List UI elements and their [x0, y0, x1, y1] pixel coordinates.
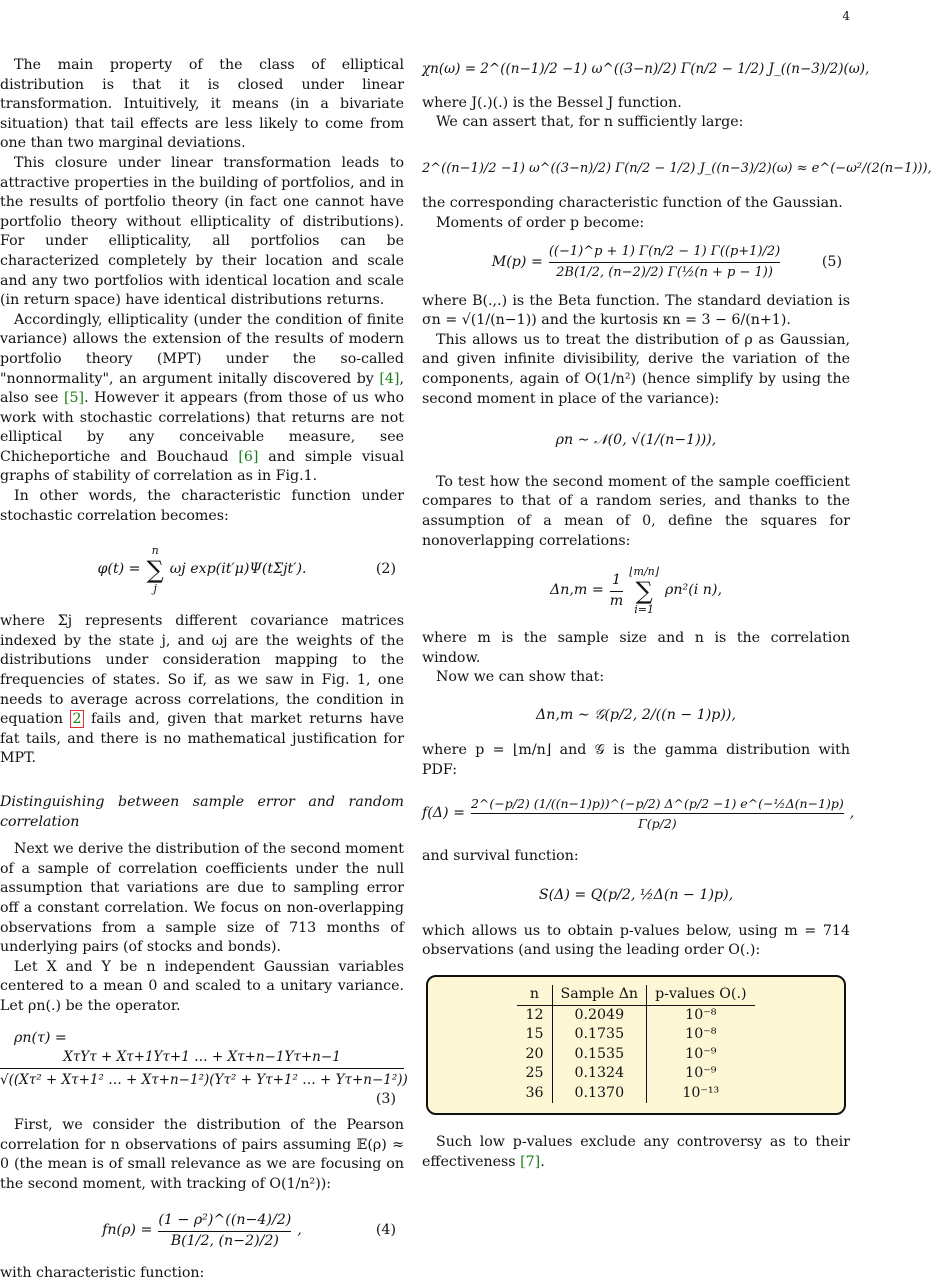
- right-column: [422, 56, 932, 1172]
- table-cell: 10⁻⁸: [685, 1006, 717, 1023]
- paragraph-pearson: First, we consider the distribution of the Pearson correlation for n observations of pairs assuming 𝔼(ρ) ≈ 0 (the mean is of small relevance as we are focusing on the second moment, with tracking of O(1/n²)):: [0, 1116, 404, 1192]
- equation-number: (2): [375, 561, 396, 578]
- table-cell: 0.2049: [552, 1005, 647, 1025]
- paragraph-now-show: Now we can show that:: [436, 669, 605, 686]
- table-row: [517, 1025, 754, 1045]
- paragraph-gaussian-cf: the corresponding characteristic function of the Gaussian.: [422, 195, 843, 212]
- column-header-n: n: [517, 985, 552, 1005]
- equation-2-link[interactable]: 2: [72, 711, 82, 728]
- citation-4[interactable]: [4]: [379, 370, 400, 387]
- citation-5[interactable]: [5]: [63, 390, 85, 407]
- equation-4: fn(ρ) = $\frac{\text{(1 − ρ²)\textasciicircum{}((n−4)/2)}}{B(1/2, (n-2)/2)}$ , (4): [0, 1206, 404, 1256]
- table-cell: 0.1535: [552, 1045, 647, 1065]
- page-number: 4: [842, 9, 850, 23]
- equation-gamma: Δn,m ∼ 𝒢(p/2, 2/((n − 1)p)),: [536, 706, 736, 723]
- table-cell: 10⁻⁸: [685, 1026, 717, 1043]
- p-values-table-box: [426, 975, 846, 1115]
- paragraph-with-characteristic: with characteristic function:: [0, 1265, 205, 1282]
- equation-number: (4): [375, 1222, 396, 1239]
- table-cell: 0.1735: [552, 1025, 647, 1045]
- column-header-sample: Sample Δn: [552, 985, 647, 1005]
- equation-number: (3): [375, 1091, 396, 1108]
- paragraph-elliptical-property: The main property of the class of elliptical distribution is that it is closed under linear transformation. Intuitively, it means (in a bivariate situation) that tail effects are less likely to come from one than two marginal deviations.: [0, 57, 404, 152]
- table-cell: 0.1370: [552, 1084, 647, 1104]
- paragraph-second-moment: Next we derive the distribution of the second moment of a sample of correlation coefficients under the null assumption that variations are due to sampling error off a constant correlation. We focus on non-overlapping observations from a sample size of 713 months of underlying pairs (of stocks and bonds).: [0, 841, 404, 956]
- left-column: [0, 56, 408, 1284]
- paragraph-sample-size: where m is the sample size and n is the correlation window.: [422, 630, 850, 666]
- paragraph-bessel: where J(.)(.) is the Bessel J function.: [422, 94, 682, 111]
- table-row: [517, 1005, 754, 1025]
- table-header-row: [517, 985, 754, 1005]
- paragraph-characteristic-intro: In other words, the characteristic function under stochastic correlation becomes:: [0, 488, 404, 524]
- p-values-table: [517, 985, 754, 1103]
- paragraph-infinite-divisibility: This allows us to treat the distribution of ρ as Gaussian, and given infinite divisibility, derive the variation of the components, again of O(1/n²) (hence simplify by using the second moment in place of the variance):: [422, 331, 850, 407]
- paragraph-gaussian-variables: Let X and Y be n independent Gaussian variables centered to a mean 0 and scaled to a unitary variance. Let ρn(.) be the operator.: [0, 958, 404, 1014]
- table-cell: 12: [517, 1005, 552, 1025]
- citation-7[interactable]: [7]: [520, 1153, 541, 1170]
- paragraph-closure: This closure under linear transformation leads to attractive properties in the building of portfolios, and in the results of portfolio theory (in fact one cannot have portfolio theory without ellipticality of distributions). For under ellipticality, all portfolios can be characterized completely by their location and scale and any two portfolios with identical location and scale (in return space) have identical distributions returns.: [0, 154, 404, 309]
- section-heading: Distinguishing between sample error and random correlation: [0, 794, 404, 830]
- equation-rho: ρn ∼ 𝒩(0, √(1/(n−1))),: [555, 432, 717, 449]
- equation-5: M(p) = $\frac{((-1)\^{}p + 1) \Gamma(n/2 - 1) \Gamma((p+1)/2)}{\text{2B(1/2, (n−2)/2) Γ(½(n + p − 1))}}$ (5): [422, 240, 850, 286]
- paragraph-survival: and survival function:: [422, 847, 579, 864]
- table-cell: 10⁻¹³: [682, 1084, 720, 1101]
- paragraph-beta: where B(.,.) is the Beta function. The standard deviation is σn = √(1/(n−1)) and the kurtosis κn = 3 − 6/(n+1).: [422, 292, 850, 329]
- table-row: [517, 1084, 754, 1104]
- table-cell: 15: [517, 1025, 552, 1045]
- table-row: [517, 1064, 754, 1084]
- equation-approx: 2^((n−1)/2 −1) ω^((3−n)/2) Γ(n/2 − 1/2) J_((n−3)/2)(ω) ≈ e^(−ω²/(2(n−1))),: [422, 160, 932, 176]
- paragraph-conclusion: Such low p-values exclude any controversy as to their effectiveness [7].: [422, 1134, 850, 1170]
- table-row: [517, 1045, 754, 1065]
- paragraph-ellipticality: Accordingly, ellipticality (under the condition of finite variance) allows the extension of the results of modern portfolio theory (MPT) under the so-called "nonnormality", an argument initally discovered by [4], also see [5]. However it appears (from those of us who work with stochastic correlations) that returns are not elliptical by any conceivable measure, see Chicheportiche and Bouchaud [6] and simple visual graphs of stability of correlation as in Fig.1.: [0, 311, 404, 485]
- paragraph-gamma-pdf: where p = ⌊m/n⌋ and 𝒢 is the gamma distribution with PDF:: [422, 742, 850, 779]
- equation-3: ρn(τ) = XτYτ + Xτ+1Yτ+1 … + Xτ+n−1Yτ+n−1 √((Xτ² + Xτ+1² … + Xτ+n−1²)(Yτ² + Yτ+1² … + Yτ+n−1²)) (3): [0, 1029, 404, 1110]
- citation-6[interactable]: [6]: [238, 448, 259, 465]
- paragraph-test: To test how the second moment of the sample coefficient compares to that of a random series, and thanks to the assumption of a mean of 0, define the squares for nonoverlapping correlations:: [422, 473, 850, 549]
- table-cell: 10⁻⁹: [685, 1065, 717, 1082]
- equation-chi: χn(ω) = 2^((n−1)/2 −1) ω^((3−n)/2) Γ(n/2 − 1/2) J_((n−3)/2)(ω),: [422, 61, 870, 77]
- paragraph-p-values: which allows us to obtain p-values below, using m = 714 observations (and using the leading order O(.):: [422, 922, 850, 959]
- paragraph-covariance: where Σj represents different covariance matrices indexed by the state j, and ωj are the weights of the distributions under consideration mapping to the frequencies of states. So if, as we saw in Fig. 1, one needs to average across correlations, the condition in equation 2 fails and, given that market returns have fat tails, and there is no mathematical justification for MPT.: [0, 613, 404, 767]
- equation-survival: S(Δ) = Q(p/2, ½Δ(n − 1)p),: [538, 887, 734, 904]
- paragraph-moments: Moments of order p become:: [436, 214, 645, 231]
- table-cell: 20: [517, 1045, 552, 1065]
- equation-delta: Δn,m = $\frac{1}{m}$ ⌊m/n⌋ ∑ i=1 ρn²(i n),: [550, 565, 722, 617]
- table-cell: 36: [517, 1084, 552, 1104]
- column-header-p-values: p-values O(.): [647, 985, 755, 1005]
- paragraph-assert: We can assert that, for n sufficiently large:: [436, 114, 744, 131]
- table-cell: 0.1324: [552, 1064, 647, 1084]
- equation-2: φ(t) = n ∑ j ωj exp(it′μ)Ψ(tΣjt′). (2): [97, 544, 396, 596]
- table-cell: 25: [517, 1064, 552, 1084]
- table-cell: 10⁻⁹: [685, 1045, 717, 1062]
- equation-number: (5): [821, 253, 842, 270]
- equation-pdf: f(Δ) = $\frac{\text{2\textasciicircum{}(−p/2) (1/((n−1)p))\textasciicircum{}(−p/2) Δ\textasciicircum{}(p/2 −1) e\textasciicircum{}(−½Δ(n−1)p)}}{\Gamma(p/2)}$ ,: [422, 789, 850, 839]
